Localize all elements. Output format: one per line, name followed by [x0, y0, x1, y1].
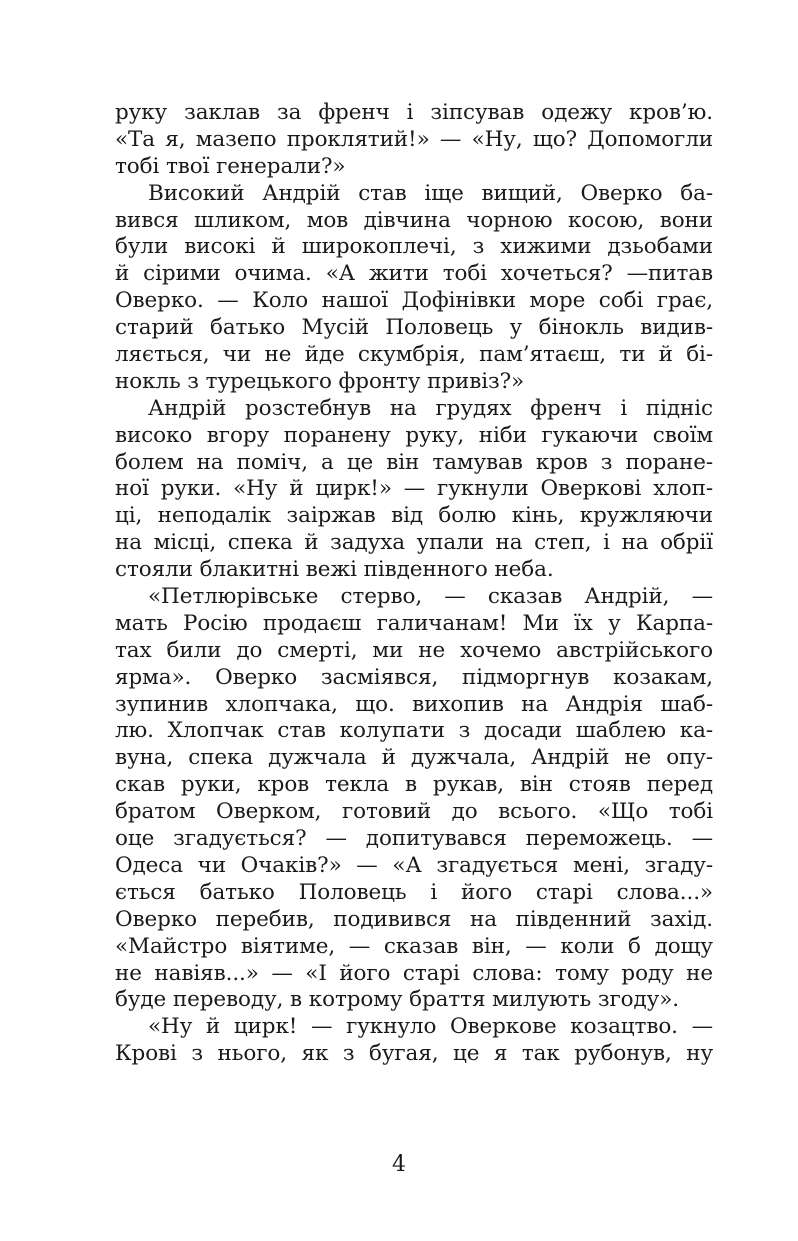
- text-line: ється батько Половець і його старі слова...»: [115, 879, 713, 905]
- text-line: болем на поміч, а це він тамував кров з поране-: [115, 449, 713, 475]
- text-line: «Ну й цирк! — гукнуло Оверкове козацтво. —: [148, 1014, 713, 1040]
- text-line: зупинив хлопчака, що. вихопив на Андрія шаб-: [115, 691, 713, 717]
- text-line: Високий Андрій став іще вищий, Оверко ба-: [148, 180, 713, 206]
- text-line: тобі твої генерали?»: [115, 153, 346, 179]
- text-line: не навіяв...» — «І його старі слова: тому роду не: [115, 960, 713, 986]
- text-line: на місці, спека й задуха упали на степ, і на обрії: [115, 530, 713, 556]
- text-line: Оверко перебив, подивився на південний захід.: [115, 906, 713, 932]
- text-line: лю. Хлопчак став колупати з досади шаблею ка-: [115, 718, 713, 744]
- text-line: Андрій розстебнув на грудях френч і підніс: [148, 395, 713, 421]
- text-line: Крові з нього, як з бугая, це я так рубонув, ну: [115, 1041, 713, 1067]
- text-line: буде переводу, в котрому браття милують згоду».: [115, 987, 680, 1013]
- text-line: стояли блакитні вежі південного неба.: [115, 557, 554, 583]
- text-line: тах били до смерті, ми не хочемо австрійського: [115, 637, 713, 663]
- text-line: нокль з турецького фронту привіз?»: [115, 368, 525, 394]
- text-line: ярма». Оверко засміявся, підморгнув козакам,: [115, 664, 713, 690]
- text-line: «Петлюрівське стерво, — сказав Андрій, —: [148, 584, 713, 610]
- text-line: високо вгору поранену руку, ніби гукаючи своїм: [115, 422, 713, 448]
- text-line: мать Росію продаєш галичанам! Ми їх у Карпа-: [115, 610, 713, 636]
- text-line: вився шликом, мов дівчина чорною косою, вони: [115, 207, 713, 233]
- text-line: ної руки. «Ну й цирк!» — гукнули Оверкові хлоп-: [115, 476, 713, 502]
- text-line: «Майстро віятиме, — сказав він, — коли б дощу: [115, 933, 713, 959]
- text-line: оце згадується? — допитувався переможець. —: [115, 826, 713, 852]
- text-line: ці, неподалік заіржав від болю кінь, кружляючи: [115, 503, 713, 529]
- text-line: руку заклав за френч і зіпсував одежу кров’ю.: [115, 100, 713, 125]
- text-line: «Та я, мазепо проклятий!» — «Ну, що? Допомогли: [115, 126, 713, 152]
- page-body: [115, 100, 713, 1068]
- text-line: вуна, спека дужчала й дужчала, Андрій не опу-: [115, 745, 713, 771]
- page-number: 4: [392, 1152, 406, 1177]
- text-line: старий батько Мусій Половець у бінокль видив-: [115, 315, 713, 341]
- text-line: скав руки, кров текла в рукав, він стояв перед: [115, 772, 713, 798]
- text-line: були високі й широкоплечі, з хижими дзьобами: [115, 234, 713, 260]
- text-line: Одеса чи Очаків?» — «А згадується мені, згаду-: [115, 852, 713, 878]
- text-line: Оверко. — Коло нашої Дофінівки море собі грає,: [115, 288, 713, 314]
- text-line: й сірими очима. «А жити тобі хочеться? —питав: [115, 261, 713, 287]
- text-line: братом Оверком, готовий до всього. «Що тобі: [115, 799, 713, 825]
- text-line: ляється, чи не йде скумбрія, пам’ятаєш, ти й бі-: [115, 342, 713, 368]
